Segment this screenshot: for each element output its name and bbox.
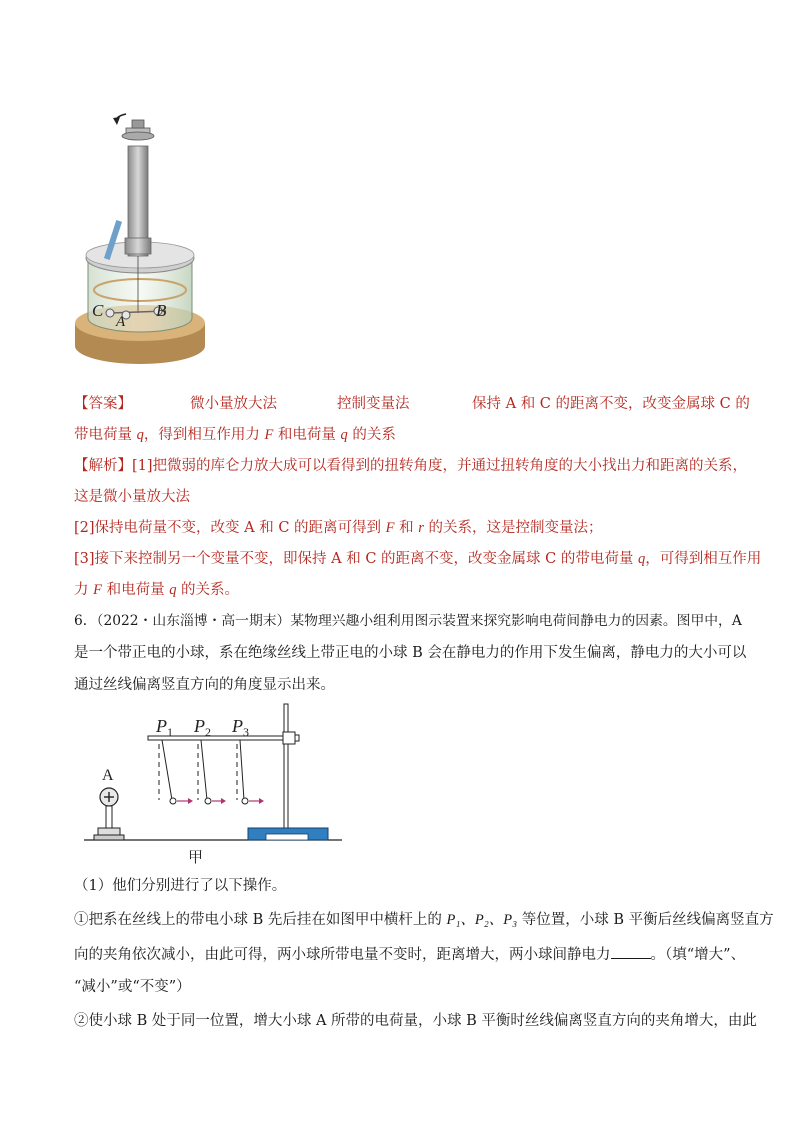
var-F: F: [264, 427, 274, 443]
operation-line1: [74, 910, 774, 930]
answer-blank1: 微小量放大法: [190, 396, 277, 412]
answer-text: 和电荷量: [273, 427, 341, 443]
question-line2: 是一个带正电的小球，系在绝缘丝线上带正电的小球 B 会在静电力的作用下发生偏离，静电力的大小可以: [74, 645, 747, 661]
operation-line2: [74, 944, 745, 965]
sub-question-1: （1）他们分别进行了以下操作。: [74, 878, 287, 894]
analysis-text: [3]接下来控制另一个变量不变，即保持 A 和 C 的距离不变，改变金属球 C 的带电荷量: [74, 551, 638, 567]
answer-tag: 【答案】: [74, 396, 132, 412]
pendulum-experiment-figure: [80, 700, 350, 870]
torsion-balance-figure: [70, 108, 210, 378]
answer-blank2: 控制变量法: [337, 396, 410, 412]
label-P1: $P_1$: [156, 716, 173, 739]
analysis-text: 力: [74, 582, 94, 598]
question-text: 向的夹角依次减小，由此可得，两小球所带电量不变时，距离增大，两小球间静电力: [74, 947, 611, 963]
analysis-line3: [74, 518, 603, 538]
operation-line4: ②使小球 B 处于同一位置，增大小球 A 所带的电荷量，小球 B 平衡时丝线偏离竖直方向的夹角增大，由此: [74, 1013, 757, 1029]
question-text: 。（填“增大”、: [650, 947, 746, 963]
label-B: B: [156, 301, 167, 320]
label-P3: $P_3$: [232, 716, 249, 739]
analysis-line5: [74, 580, 239, 600]
var-F: F: [93, 582, 102, 598]
question-line3: 通过丝线偏离竖直方向的角度显示出来。: [74, 677, 335, 693]
question-text: ①把系在丝线上的带电小球 B 先后挂在如图甲中横杆上的: [74, 912, 447, 928]
question-text: 等位置，小球 B 平衡后丝线偏离竖直方: [517, 912, 774, 928]
answer-text: 的关系: [347, 427, 396, 443]
label-A: A: [116, 314, 126, 330]
figure-caption: 甲: [188, 848, 204, 866]
analysis-line4: [74, 549, 761, 569]
analysis-text: [1]把微弱的库仑力放大成可以看得到的扭转角度，并通过扭转角度的大小找出力和距离的关系，: [132, 458, 748, 474]
answer-text: ，得到相互作用力: [143, 427, 265, 443]
analysis-text: 的关系，这是控制变量法；: [423, 520, 603, 536]
analysis-text: ，可得到相互作用: [645, 551, 762, 567]
var-q: q: [136, 427, 144, 443]
answer-blank[interactable]: [611, 944, 651, 959]
answer-text: 带电荷量: [74, 427, 137, 443]
answer-line: [74, 394, 132, 414]
analysis-line1: [74, 456, 747, 476]
operation-line3: “减小”或“不变”）: [74, 979, 191, 995]
analysis-text: 和: [394, 520, 419, 536]
var-r: r: [418, 520, 424, 536]
analysis-line2: 这是微小量放大法: [74, 489, 190, 505]
analysis-tag: 【解析】: [74, 458, 132, 474]
analysis-text: 的关系。: [176, 582, 240, 598]
label-C: C: [92, 301, 104, 320]
var-q: q: [340, 427, 348, 443]
var-F: F: [385, 520, 395, 536]
var-q: q: [637, 551, 646, 567]
answer-line2: [74, 425, 396, 445]
P-positions: P₁、P₂、P₃: [446, 912, 518, 928]
analysis-text: [2]保持电荷量不变，改变 A 和 C 的距离可得到: [74, 520, 386, 536]
analysis-text: 和电荷量: [101, 582, 170, 598]
answer-blank3-part1: 保持 A 和 C 的距离不变，改变金属球 C 的: [472, 396, 750, 412]
label-A: A: [102, 767, 114, 784]
var-q: q: [169, 582, 177, 598]
label-P2: $P_2$: [194, 716, 211, 739]
question-line1: 6．（2022・山东淄博・高一期末）某物理兴趣小组利用图示装置来探究影响电荷间静电力的因素。图甲中，A: [74, 613, 742, 629]
